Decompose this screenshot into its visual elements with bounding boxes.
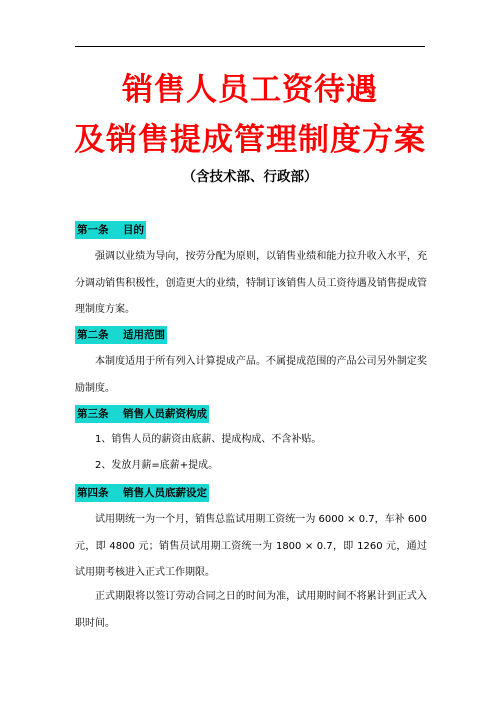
article-number: 第一条: [77, 224, 109, 236]
paragraph-scope: 本制度适用于所有列入计算提成产品。不属提成范围的产品公司另外制定奖励制度。: [75, 356, 427, 394]
paragraph-purpose: 强调以业绩为导向，按劳分配为原则，以销售业绩和能力拉升收入水平，充分调动销售积极性，创造更大的业绩，特制订该销售人员工资待遇及销售提成管理制度方案。: [75, 251, 427, 315]
article-title: 销售人员底薪设定: [123, 487, 207, 499]
article-number: 第四条: [77, 487, 109, 499]
article-heading-1: [75, 221, 146, 239]
article-heading-4: [75, 484, 209, 502]
article-heading-2: [75, 326, 167, 344]
article-title: 目的: [123, 224, 144, 236]
salary-composition-item-2: 2、发放月薪=底薪+提成。: [95, 460, 219, 471]
document-subtitle: （含技术部、行政部）: [182, 169, 318, 185]
document-title-line-2: 及销售提成管理制度方案: [74, 122, 426, 158]
article-title: 销售人员薪资构成: [123, 408, 207, 420]
salary-composition-item-1: 1、销售人员的薪资由底薪、提成构成、不含补贴。: [95, 434, 322, 445]
article-heading-3: [75, 405, 209, 423]
paragraph-formal-period: 正式期限将以签订劳动合同之日的时间为准，试用期时间不将累计到正式入职时间。: [75, 591, 427, 629]
document-title-line-1: 销售人员工资待遇: [122, 72, 378, 108]
paragraph-base-salary: 试用期统一为一个月，销售总监试用期工资统一为 6000 × 0.7，车补 600 元，即 4800 元；销售员试用期工资统一为 1800 × 0.7，即 1260 元，通过试用期考核进入正式工作期限。: [75, 514, 427, 578]
header-rule: [75, 46, 425, 47]
article-title: 适用范围: [123, 329, 165, 341]
article-number: 第二条: [77, 329, 109, 341]
article-number: 第三条: [77, 408, 109, 420]
